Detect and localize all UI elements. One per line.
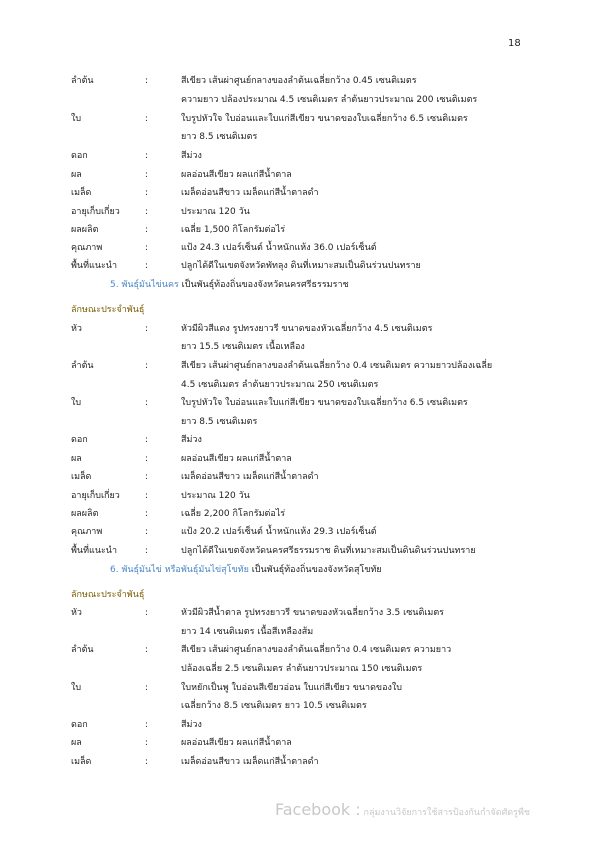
quality-value: แป้ง 20.2 เปอร์เซ็นต์ น้ำหนักแห้ง 29.3 เปอร์เซ็นต์ xyxy=(181,527,377,537)
colon: : xyxy=(145,170,149,180)
leaf-value-cont: ยาว 8.5 เซนติเมตร xyxy=(181,132,258,142)
colon: : xyxy=(145,757,149,767)
seed-label: เมล็ด xyxy=(71,188,92,198)
colon: : xyxy=(145,527,149,537)
tuber-label: หัว xyxy=(71,608,82,618)
tuber-value: หัวมีผิวสีแดง รูปทรงยาวรี ขนาดของหัวเฉลี่ยกว้าง 4.5 เซนติเมตร xyxy=(181,324,433,334)
area-value: ปลูกได้ดีในเขตจังหวัดนครศรีธรรมราช ดินที่เหมาะสมเป็นดินดินร่วนปนทราย xyxy=(181,546,476,556)
seed-value: เมล็ดอ่อนสีขาว เมล็ดแก่สีน้ำตาลดำ xyxy=(181,757,319,767)
colon: : xyxy=(145,225,149,235)
colon: : xyxy=(145,608,149,618)
area-label: พื้นที่แนะนำ xyxy=(71,261,118,271)
seed-value: เมล็ดอ่อนสีขาว เมล็ดแก่สีน้ำตาลดำ xyxy=(181,472,319,482)
flower-label: ดอก xyxy=(71,435,88,445)
yield-value: เฉลี่ย 2,200 กิโลกรัมต่อไร่ xyxy=(181,509,286,519)
leaf-value-cont: ยาว 8.5 เซนติเมตร xyxy=(181,417,258,427)
footer-watermark xyxy=(275,800,530,819)
variety-heading-5-title: 5. พันธุ์มันไข่นคร xyxy=(110,280,179,290)
flower-value: สีม่วง xyxy=(181,151,202,161)
flower-label: ดอก xyxy=(71,720,88,730)
harvest-label: อายุเก็บเกี่ยว xyxy=(71,491,120,501)
quality-label: คุณภาพ xyxy=(71,527,103,537)
tuber-value-cont: ยาว 14 เซนติเมตร เนื้อสีเหลืองส้ม xyxy=(181,627,314,637)
colon: : xyxy=(145,76,149,86)
stem-value-cont: 4.5 เซนติเมตร ลำต้นยาวประมาณ 250 เซนติเมตร xyxy=(181,380,379,390)
colon: : xyxy=(145,207,149,217)
yield-value: เฉลี่ย 1,500 กิโลกรัมต่อไร่ xyxy=(181,225,286,235)
stem-value-cont: ปล้องเฉลี่ย 2.5 เซนติเมตร ลำต้นยาวประมาณ 150 เซนติเมตร xyxy=(181,664,423,674)
tuber-value-cont: ยาว 15.5 เซนติเมตร เนื้อเหลือง xyxy=(181,342,305,352)
fruit-value: ผลอ่อนสีเขียว ผลแก่สีน้ำตาล xyxy=(181,454,292,464)
colon: : xyxy=(145,645,149,655)
colon: : xyxy=(145,243,149,253)
colon: : xyxy=(145,738,149,748)
quality-value: แป้ง 24.3 เปอร์เซ็นต์ น้ำหนักแห้ง 36.0 เปอร์เซ็นต์ xyxy=(181,243,377,253)
page-number: 18 xyxy=(508,38,521,49)
variety-heading-5-desc: เป็นพันธุ์ท้องถิ่นของจังหวัดนครศรีธรรมราช xyxy=(178,280,349,290)
variety-heading-6-desc: เป็นพันธุ์ท้องถิ่นของจังหวัดสุโขทัย xyxy=(248,565,382,575)
variety-heading-6 xyxy=(110,561,382,580)
tuber-value: หัวมีผิวสีน้ำตาล รูปทรงยาวรี ขนาดของหัวเฉลี่ยกว้าง 3.5 เซนติเมตร xyxy=(181,608,444,618)
fruit-label: ผล xyxy=(71,454,82,464)
harvest-label: อายุเก็บเกี่ยว xyxy=(71,207,120,217)
stem-value: สีเขียว เส้นผ่าศูนย์กลางของลำต้นเฉลี่ยกว้าง 0.45 เซนติเมตร xyxy=(181,76,417,86)
fruit-label: ผล xyxy=(71,738,82,748)
colon: : xyxy=(145,114,149,124)
colon: : xyxy=(145,188,149,198)
colon: : xyxy=(145,324,149,334)
fruit-value: ผลอ่อนสีเขียว ผลแก่สีน้ำตาล xyxy=(181,738,292,748)
characteristics-subheading: ลักษณะประจำพันธุ์ xyxy=(71,305,145,315)
colon: : xyxy=(145,509,149,519)
leaf-label: ใบ xyxy=(71,683,82,693)
fruit-value: ผลอ่อนสีเขียว ผลแก่สีน้ำตาล xyxy=(181,170,292,180)
stem-label: ลำต้น xyxy=(71,76,94,86)
flower-label: ดอก xyxy=(71,151,88,161)
leaf-label: ใบ xyxy=(71,398,82,408)
colon: : xyxy=(145,472,149,482)
seed-label: เมล็ด xyxy=(71,472,92,482)
group-name: กลุ่มงานวิจัยการใช้สารป้องกันกำจัดศัตรูพืช xyxy=(360,808,531,818)
yield-label: ผลผลิต xyxy=(71,225,99,235)
harvest-value: ประมาณ 120 วัน xyxy=(181,207,250,217)
stem-label: ลำต้น xyxy=(71,361,94,371)
flower-value: สีม่วง xyxy=(181,435,202,445)
leaf-value: ใบหยักเป็นพู ใบอ่อนสีเขียวอ่อน ใบแก่สีเขียว ขนาดของใบ xyxy=(181,683,402,693)
tuber-label: หัว xyxy=(71,324,82,334)
seed-value: เมล็ดอ่อนสีขาว เมล็ดแก่สีน้ำตาลดำ xyxy=(181,188,319,198)
stem-label: ลำต้น xyxy=(71,645,94,655)
colon: : xyxy=(145,454,149,464)
colon: : xyxy=(145,261,149,271)
colon: : xyxy=(145,683,149,693)
colon: : xyxy=(145,361,149,371)
variety-heading-6-title: 6. พันธุ์มันไข่ หรือพันธุ์มันไข่สุโขทัย xyxy=(110,565,249,575)
leaf-label: ใบ xyxy=(71,114,82,124)
harvest-value: ประมาณ 120 วัน xyxy=(181,491,250,501)
quality-label: คุณภาพ xyxy=(71,243,103,253)
fruit-label: ผล xyxy=(71,170,82,180)
colon: : xyxy=(145,151,149,161)
colon: : xyxy=(145,435,149,445)
colon: : xyxy=(145,398,149,408)
leaf-value-cont: เฉลี่ยกว้าง 8.5 เซนติเมตร ยาว 10.5 เซนติเมตร xyxy=(181,701,367,711)
leaf-value: ใบรูปหัวใจ ใบอ่อนและใบแก่สีเขียว ขนาดของใบเฉลี่ยกว้าง 6.5 เซนติเมตร xyxy=(181,114,468,124)
facebook-label: Facebook : xyxy=(275,800,361,819)
flower-value: สีม่วง xyxy=(181,720,202,730)
stem-value: สีเขียว เส้นผ่าศูนย์กลางของลำต้นเฉลี่ยกว้าง 0.4 เซนติเมตร ความยาวปล้องเฉลี่ย xyxy=(181,361,493,371)
stem-value: สีเขียว เส้นผ่าศูนย์กลางของลำต้นเฉลี่ยกว้าง 0.4 เซนติเมตร ความยาว xyxy=(181,645,452,655)
variety-heading-5 xyxy=(110,276,349,295)
yield-label: ผลผลิต xyxy=(71,509,99,519)
colon: : xyxy=(145,720,149,730)
area-value: ปลูกได้ดีในเขตจังหวัดพัทลุง ดินที่เหมาะสมเป็นดินร่วนปนทราย xyxy=(181,261,421,271)
leaf-value: ใบรูปหัวใจ ใบอ่อนและใบแก่สีเขียว ขนาดของใบเฉลี่ยกว้าง 6.5 เซนติเมตร xyxy=(181,398,468,408)
colon: : xyxy=(145,491,149,501)
seed-label: เมล็ด xyxy=(71,757,92,767)
area-label: พื้นที่แนะนำ xyxy=(71,546,118,556)
colon: : xyxy=(145,546,149,556)
characteristics-subheading: ลักษณะประจำพันธุ์ xyxy=(71,590,145,600)
stem-value-cont: ความยาว ปล้องประมาณ 4.5 เซนติเมตร ลำต้นยาวประมาณ 200 เซนติเมตร xyxy=(181,95,478,105)
